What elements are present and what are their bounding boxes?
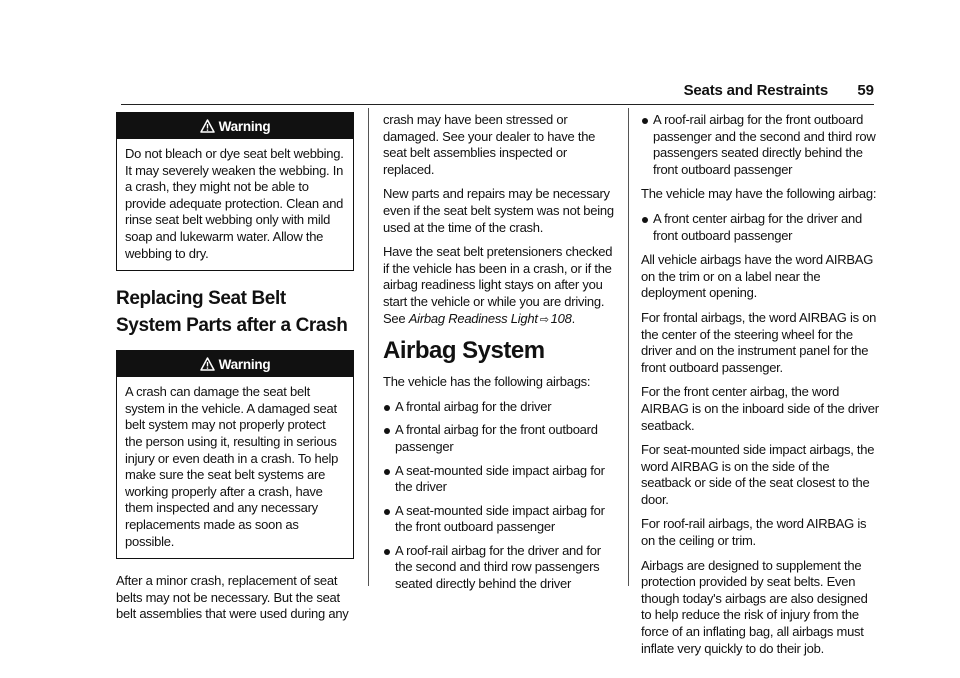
- list-item: A seat-mounted side impact airbag for the driver: [383, 463, 619, 496]
- page-ref-arrow-icon: ⇨: [539, 313, 549, 326]
- list-item: A roof-rail airbag for the front outboard passenger and the second and third row passengers seated directly behind the front outboard passenger: [641, 112, 879, 178]
- body-paragraph: New parts and repairs may be necessary even if the seat belt system was not being used at the time of the crash.: [383, 186, 614, 235]
- column-2: [383, 112, 619, 601]
- body-paragraph: crash may have been stressed or damaged. See your dealer to have the seat belt assemblies inspected or replaced.: [383, 112, 596, 177]
- section-heading: Replacing Seat Belt System Parts after a Crash: [116, 288, 348, 337]
- warning-box: [116, 112, 354, 271]
- body-paragraph: All vehicle airbags have the word AIRBAG on the trim or on a label near the deployment opening.: [641, 252, 874, 301]
- body-paragraph: Airbags are designed to supplement the protection provided by seat belts. Even though today's airbags are also designed to help reduce the risk of injury from the force of an inflating bag, all airbags must inflate very quickly to do their job.: [641, 557, 868, 656]
- body-paragraph: For frontal airbags, the word AIRBAG is on the center of the steering wheel for the driver and on the instrument panel for the front outboard passenger.: [641, 309, 877, 375]
- warning-text: A crash can damage the seat belt system in the vehicle. A damaged seat belt system may not properly protect the person using it, resulting in serious injury or even death in a crash. To help make sure the seat belt systems are working properly after a crash, have them inspected and any necessary replacements made as soon as possible.: [125, 384, 339, 549]
- warning-header: [117, 113, 353, 139]
- column-3: [641, 112, 879, 665]
- column-1: [116, 112, 354, 631]
- body-paragraph: After a minor crash, replacement of seat belts may not be necessary. But the seat belt assemblies that were used during any: [116, 573, 349, 622]
- bullet-list: [641, 211, 879, 244]
- body-text: Have the seat belt pretensioners checked if the vehicle has been in a crash, or if the airbag readiness light stays on after you start the vehicle or while you are driving. See: [383, 244, 613, 326]
- warning-title: Warning: [218, 119, 271, 134]
- warning-box: [116, 350, 354, 559]
- list-item: A frontal airbag for the driver: [383, 399, 619, 416]
- list-item: A seat-mounted side impact airbag for the front outboard passenger: [383, 503, 619, 536]
- punctuation: .: [571, 310, 575, 326]
- body-paragraph: For the front center airbag, the word AIRBAG is on the inboard side of the driver seatback.: [641, 384, 879, 433]
- list-item: A roof-rail airbag for the driver and for the second and third row passengers seated directly behind the driver: [383, 543, 619, 593]
- page-header: [121, 80, 874, 105]
- body-paragraph: For seat-mounted side impact airbags, the word AIRBAG is on the side of the seatback or side of the seat closest to the door.: [641, 442, 875, 507]
- page-number: 59: [857, 82, 874, 99]
- section-title: Seats and Restraints: [683, 82, 828, 99]
- bullet-list: [641, 112, 879, 178]
- body-paragraph: For roof-rail airbags, the word AIRBAG is on the ceiling or trim.: [641, 516, 867, 549]
- list-item: A frontal airbag for the front outboard passenger: [383, 422, 619, 455]
- column-divider: [368, 108, 369, 586]
- list-item: A front center airbag for the driver and front outboard passenger: [641, 211, 879, 244]
- warning-triangle-icon: [200, 353, 215, 381]
- column-divider: [628, 108, 629, 586]
- body-paragraph: The vehicle has the following airbags:: [383, 374, 591, 390]
- section-heading: Airbag System: [383, 337, 545, 365]
- cross-reference-link[interactable]: Airbag Readiness Light: [408, 310, 538, 326]
- cross-reference-page[interactable]: 108: [550, 310, 572, 326]
- warning-title: Warning: [218, 357, 271, 373]
- warning-triangle-icon: [200, 115, 215, 143]
- bullet-list: [383, 399, 619, 593]
- warning-header: [117, 351, 353, 377]
- body-paragraph: The vehicle may have the following airbag:: [641, 186, 877, 202]
- warning-text: Do not bleach or dye seat belt webbing. It may severely weaken the webbing. In a crash, they might not be able to provide adequate protection. Clean and rinse seat belt webbing only with mild soap and lukewarm water. Allow the webbing to dry.: [125, 146, 344, 261]
- body-paragraph-with-reference: [383, 244, 619, 328]
